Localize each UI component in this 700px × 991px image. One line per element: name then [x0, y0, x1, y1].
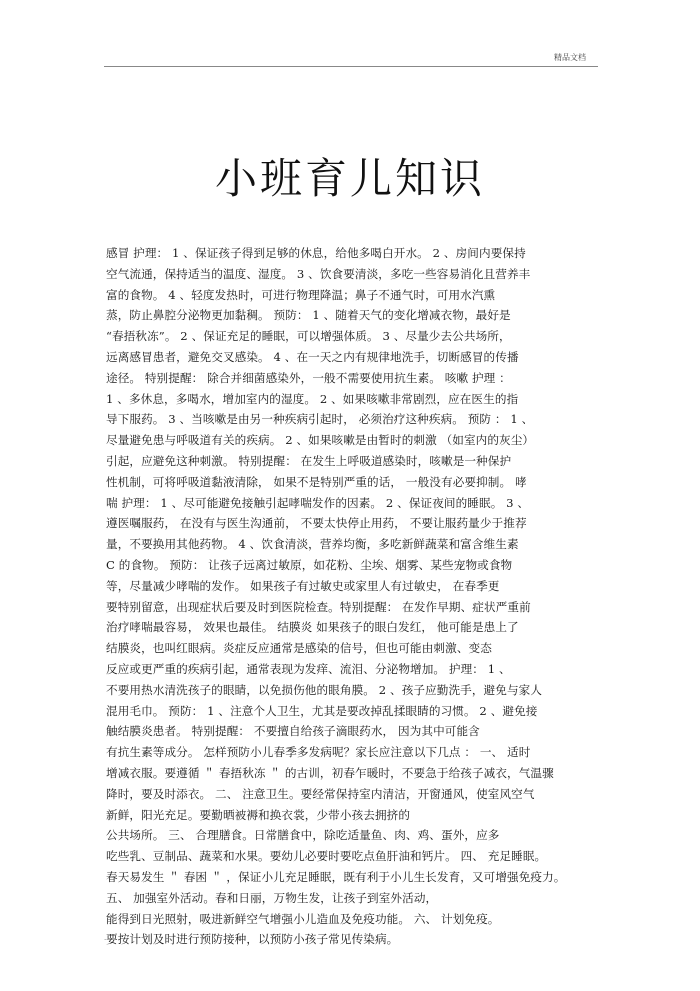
header-tag: 精品文档 [554, 53, 586, 62]
body-line: 蒸，防止鼻腔分泌物更加黏稠。 预防： 1 、随着天气的变化增减衣物，最好是 [106, 308, 511, 323]
body-line: 空气流通，保持适当的温度、湿度。 3 、饮食要清淡，多吃一些容易消化且营养丰 [106, 266, 531, 281]
footer-mark: . [104, 934, 107, 942]
body-line: 性机制，可将呼吸道黏液清除， 如果不是特别严重的话， 一般没有必要抑制。 哮 [106, 474, 527, 489]
body-line: 等，尽量减少哮喘的发作。 如果孩子有过敏史或家里人有过敏史， 在春季更 [106, 578, 500, 593]
body-line: 增减衣服。要遵循 ＂ 春捂秋冻 ＂ 的古训，初春乍暖时，不要急于给孩子减衣，气温骤 [106, 765, 554, 780]
body-line: 公共场所。 三、 合理膳食。日常膳食中，除吃适量鱼、肉、鸡、蛋外，应多 [106, 828, 500, 843]
body-line: 导下服药。 3 、当咳嗽是由另一种疾病引起时， 必须治疗这种疾病。 预防 ： 1 、 [106, 412, 534, 427]
body-line: 降时，要及时添衣。 二、 注意卫生。要经常保持室内清洁，开窗通风，使室风空气 [106, 786, 535, 801]
body-line: 能得到日光照射，吸进新鲜空气增强小儿造血及免疫功能。 六、 计划免疫。 [106, 911, 500, 926]
body-line: 春天易发生 ＂ 春困 ＂ ，保证小儿充足睡眠，既有利于小儿生长发育，又可增强免疫力。 [106, 869, 566, 884]
body-line: 五、 加强室外活动。春和日丽，万物生发，让孩子到室外活动， [106, 890, 438, 905]
body-line: 尽量避免患与呼吸道有关的疾病。 2 、如果咳嗽是由暂时的刺激 （如室内的灰尘） [106, 433, 535, 448]
body-line: 遵医嘱服药， 在没有与医生沟通前， 不要太快停止用药， 不要让服药量少于推荐 [106, 516, 527, 531]
body-line: 结膜炎，也叫红眼病。炎症反应通常是感染的信号，但也可能由刺激、变态 [106, 641, 492, 656]
body-line: 途径。 特别提醒： 除合并细菌感染外，一般不需要使用抗生素。 咳嗽 护理 ： [106, 370, 511, 385]
body-line: 量，不要换用其他药物。 4 、饮食清淡，营养均衡，多吃新鲜蔬菜和富含维生素 [106, 537, 519, 552]
body-line: 喘 护理： 1 、尽可能避免接触引起哮喘发作的因素。 2 、保证夜间的睡眠。 3 、 [106, 495, 530, 510]
body-line: 1 、多休息，多喝水，增加室内的湿度。 2 、如果咳嗽非常剧烈，应在医生的指 [106, 391, 519, 406]
body-line: C 的食物。 预防： 让孩子远离过敏原，如花粉、尘埃、烟雾、某些宠物或食物 [106, 557, 513, 572]
document-body [106, 243, 602, 950]
body-line: “春捂秋冻”。 2 、保证充足的睡眠，可以增强体质。 3 、尽量少去公共场所， [106, 329, 511, 344]
body-line: 反应或更严重的疾病引起，通常表现为发痒、流泪、分泌物增加。 护理： 1 、 [106, 661, 511, 676]
document-title: 小班育儿知识 [214, 154, 485, 204]
body-line: 引起，应避免这种刺激。 特别提醒： 在发生上呼吸道感染时，咳嗽是一种保护 [106, 453, 512, 468]
header-rule [104, 66, 598, 67]
body-line: 要特别留意，出现症状后要及时到医院检查。特别提醒： 在发作早期、症状严重前 [106, 599, 531, 614]
body-line: 触结膜炎患者。 特别提醒： 不要擅自给孩子滴眼药水， 因为其中可能含 [106, 724, 480, 739]
body-line: 远离感冒患者，避免交叉感染。 4 、在一天之内有规律地洗手，切断感冒的传播 [106, 349, 519, 364]
body-line: 混用毛巾。 预防： 1 、注意个人卫生，尤其是要改掉乱揉眼睛的习惯。 2 、避免接 [106, 703, 538, 718]
body-line: 要按计划及时进行预防接种，以预防小孩子常见传染病。 [106, 932, 399, 947]
body-line: 新鲜，阳光充足。要勤晒被褥和换衣裳，少带小孩去拥挤的 [106, 807, 411, 822]
body-line: 不要用热水清洗孩子的眼睛，以免损伤他的眼角膜。 2 、孩子应勤洗手，避免与家人 [106, 682, 543, 697]
body-line: 吃些乳、豆制品、蔬菜和水果。要幼儿必要时要吃点鱼肝油和钙片。 四、 充足睡眠。 [106, 849, 547, 864]
body-line: 感冒 护理： 1 、保证孩子得到足够的休息，给他多喝白开水。 2 、房间内要保持 [106, 246, 526, 260]
body-line: 治疗哮喘最容易， 效果也最佳。 结膜炎 如果孩子的眼白发红， 他可能是患上了 [106, 620, 519, 635]
body-line: 富的食物。 4 、轻度发热时，可进行物理降温；鼻子不通气时，可用水汽熏 [106, 287, 496, 302]
body-line: 有抗生素等成分。 怎样预防小儿春季多发病呢？家长应注意以下几点 ： 一、 适时 [106, 745, 531, 760]
